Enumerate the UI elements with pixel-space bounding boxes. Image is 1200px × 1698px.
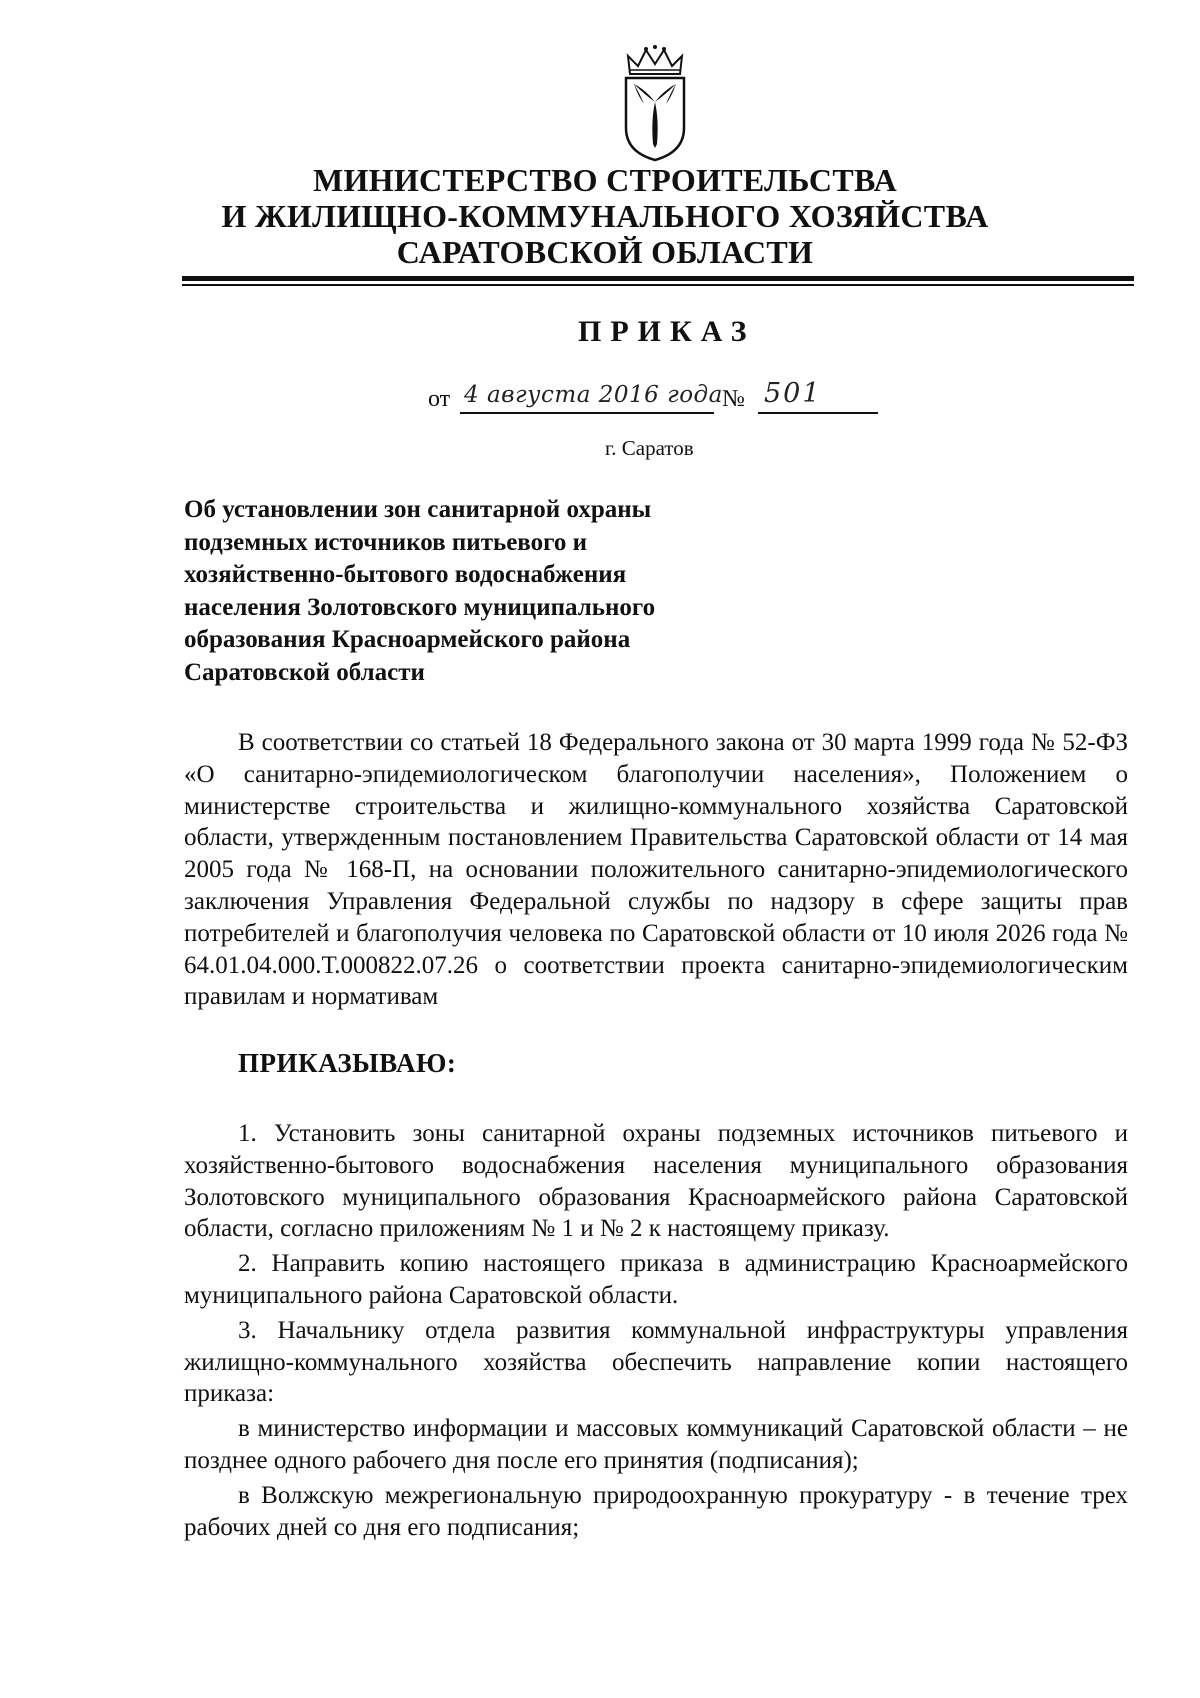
preamble-block — [184, 727, 1128, 1013]
header-divider-thick — [182, 276, 1134, 281]
date-number-line — [428, 378, 888, 418]
ministry-line: САРАТОВСКОЙ ОБЛАСТИ — [396, 234, 814, 270]
order-item: в министерство информации и массовых коммуникаций Саратовской области – не позднее одного рабочего дня после его принятия (подписания); — [184, 1415, 1128, 1474]
order-item: 3. Начальнику отдела развития коммунальной инфраструктуры управления жилищно-коммунального хозяйства обеспечить направление копии настоящего приказа: — [184, 1316, 1128, 1408]
handwritten-date: 4 августа 2016 года — [464, 382, 723, 408]
ministry-line: И ЖИЛИЩНО-КОММУНАЛЬНОГО ХОЗЯЙСТВА — [221, 198, 989, 234]
date-underline — [460, 412, 714, 414]
document-subject — [184, 494, 744, 689]
saratov-coat-of-arms-icon — [620, 44, 690, 162]
order-item: 2. Направить копию настоящего приказа в администрацию Красноармейского муниципального района Саратовской области. — [184, 1250, 1128, 1309]
subject-line: подземных источников питьевого и — [184, 528, 588, 556]
order-item: в Волжскую межрегиональную природоохранную прокуратуру - в течение трех рабочих дней со дня его подписания; — [184, 1481, 1128, 1541]
document-type: ПРИКАЗ — [578, 315, 756, 348]
number-underline — [758, 412, 878, 414]
order-items — [184, 1118, 1128, 1546]
city: г. Саратов — [605, 436, 694, 460]
header-divider-thin — [182, 284, 1134, 286]
order-item: 1. Установить зоны санитарной охраны подземных источников питьевого и хозяйственно-бытового водоснабжения населения муниципального образования Золотовского муниципального образования Красноармейского района Саратовской области, согласно приложениям № 1 и № 2 к настоящему приказу. — [184, 1120, 1128, 1243]
order-word: ПРИКАЗЫВАЮ: — [238, 1048, 457, 1078]
ministry-name — [180, 162, 1030, 270]
subject-line: хозяйственно-бытового водоснабжения — [184, 561, 627, 588]
subject-line: Саратовской области — [184, 658, 425, 686]
ministry-line: МИНИСТЕРСТВО СТРОИТЕЛЬСТВА — [312, 162, 898, 198]
date-prefix: от — [428, 386, 451, 412]
subject-line: Об установлении зон санитарной охраны — [184, 496, 652, 523]
number-prefix: № — [722, 386, 745, 412]
preamble-paragraph: В соответствии со статьей 18 Федерального закона от 30 марта 1999 года № 52-ФЗ «О санитарно-эпидемиологическом благополучии населения», Положением о министерстве строительства и жилищно-коммунального хозяйства Саратовской области, утвержденным постановлением Правительства Саратовской области от 14 мая 2005 года № 168-П, на основании положительного санитарно-эпидемиологического заключения Управления Федеральной службы по надзору в сфере защиты прав потребителей и благополучия человека по Саратовской области от 10 июля 2026 года № 64.01.04.000.Т.000822.07.26 о соответствии проекта санитарно-эпидемиологическим правилам и нормативам — [184, 729, 1128, 1011]
subject-line: населения Золотовского муниципального — [184, 593, 656, 621]
handwritten-number: 501 — [764, 378, 822, 409]
subject-line: образования Красноармейского района — [184, 626, 631, 653]
